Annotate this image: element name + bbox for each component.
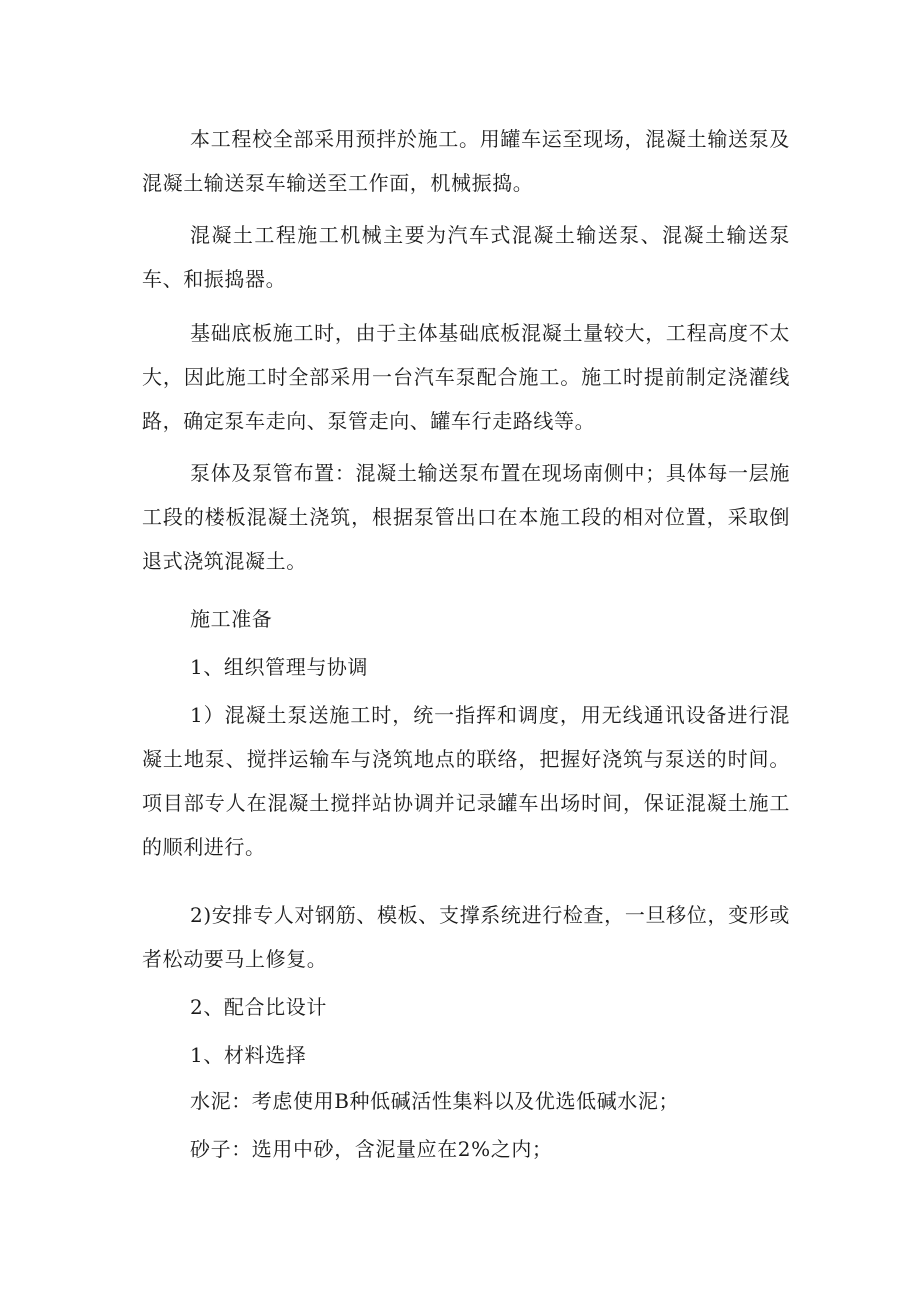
heading-construction-preparation: 施工准备 bbox=[190, 607, 273, 631]
heading-material-selection: 1、材料选择 bbox=[190, 1043, 307, 1067]
heading-mix-design: 2、配合比设计 bbox=[190, 995, 327, 1019]
heading-organization-management: 1、组织管理与协调 bbox=[190, 655, 369, 679]
list-item-cement: 水泥：考虑使用B种低碱活性集料以及优选低碱水泥； bbox=[190, 1089, 680, 1113]
paragraph-inspection: 2)安排专人对钢筋、模板、支撑系统进行检查，一旦移位，变形或者松动要马上修复。 bbox=[142, 903, 790, 971]
paragraph-concrete-supply: 本工程校全部采用预拌於施工。用罐车运至现场，混凝土输送泵及混凝土输送泵车输送至工作面，机械振捣。 bbox=[142, 127, 790, 195]
paragraph-pumping-coordination: 1）混凝土泵送施工时，统一指挥和调度，用无线通讯设备进行混凝土地泵、搅拌运输车与浇筑地点的联络，把握好浇筑与泵送的时间。项目部专人在混凝土搅拌站协调并记录罐车出场时间，保证混凝土施工的顺利进行。 bbox=[142, 703, 790, 859]
paragraph-pump-layout: 泵体及泵管布置：混凝土输送泵布置在现场南侧中；具体每一层施工段的楼板混凝土浇筑，根据泵管出口在本施工段的相对位置，采取倒退式浇筑混凝土。 bbox=[142, 461, 790, 573]
list-item-sand: 砂子：选用中砂，含泥量应在2%之内； bbox=[190, 1137, 553, 1161]
paragraph-foundation-slab: 基础底板施工时，由于主体基础底板混凝土量较大，工程高度不太大，因此施工时全部采用一台汽车泵配合施工。施工时提前制定浇灌线路，确定泵车走向、泵管走向、罐车行走路线等。 bbox=[142, 321, 790, 433]
paragraph-construction-machinery: 混凝土工程施工机械主要为汽车式混凝土输送泵、混凝土输送泵车、和振捣器。 bbox=[142, 223, 790, 291]
